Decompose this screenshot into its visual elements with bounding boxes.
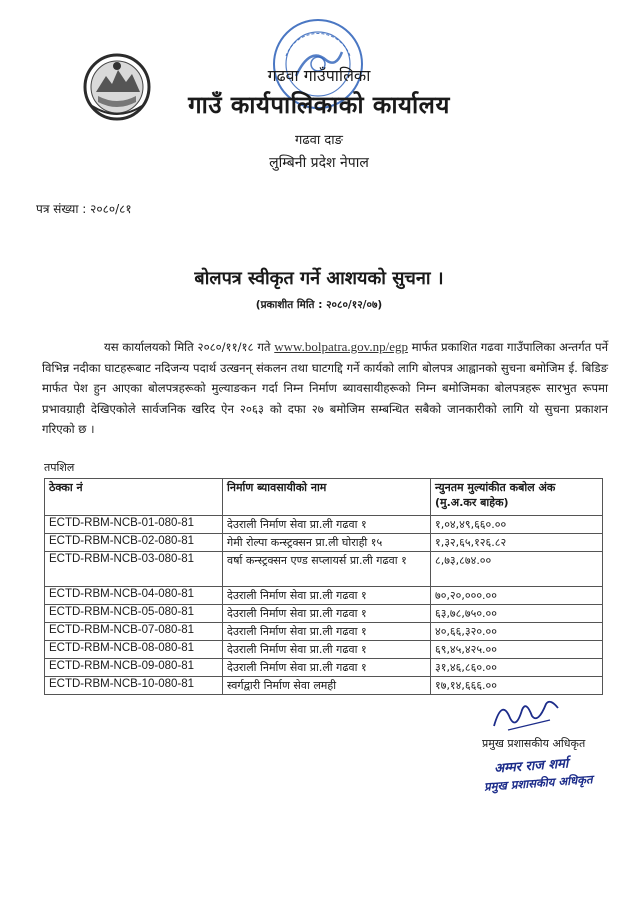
header-amount: न्युनतम मुल्यांकीत कबोल अंक (मु.अ.कर बाहेक) bbox=[431, 479, 603, 516]
bid-amount: ३१,४६,८६०.०० bbox=[431, 659, 603, 677]
table-row bbox=[45, 605, 603, 623]
contractor-name: स्वर्गद्वारी निर्माण सेवा लमही bbox=[223, 677, 431, 695]
office-title: गाउँ कार्यपालिकाको कार्यालय bbox=[188, 91, 450, 119]
contract-code: ECTD-RBM-NCB-01-080-81 bbox=[45, 516, 223, 534]
table-header-row bbox=[45, 479, 603, 516]
contract-code: ECTD-RBM-NCB-07-080-81 bbox=[45, 623, 223, 641]
table-row bbox=[45, 623, 603, 641]
header-contractor-name: निर्माण ब्यावसायीको नाम bbox=[223, 479, 431, 516]
contract-code: ECTD-RBM-NCB-05-080-81 bbox=[45, 605, 223, 623]
table-row bbox=[45, 534, 603, 552]
publication-date-value: २०८०/१२/०७ bbox=[326, 299, 378, 311]
signatory-title: प्रमुख प्रशासकीय अधिकृत bbox=[482, 737, 586, 750]
contractor-name: देउराली निर्माण सेवा प्रा.ली गढवा १ bbox=[223, 623, 431, 641]
publication-date-label: प्रकाशीत मिति bbox=[260, 299, 315, 311]
award-table bbox=[44, 478, 603, 695]
contractor-name: देउराली निर्माण सेवा प्रा.ली गढवा १ bbox=[223, 641, 431, 659]
signatory-post: प्रमुख प्रशासकीय अधिकृत bbox=[483, 772, 593, 794]
notice-body bbox=[42, 337, 608, 440]
contract-code: ECTD-RBM-NCB-03-080-81 bbox=[45, 552, 223, 587]
contractor-name: देउराली निर्माण सेवा प्रा.ली गढवा १ bbox=[223, 516, 431, 534]
body-text-part2: मार्फत प्रकाशित गढवा गाउँपालिका अन्तर्गत पर्ने विभिन्न नदीका घाटहरूबाट नदिजन्य पदार्थ उत्खनन् संकलन तथा घाटगद्दि गर्ने कार्यको लागि बोलपत्र आह्वानको सुचना बमोजिम ई. बिडिङ मार्फत पेश हुन आएका बोलपत्रहरूको मुल्याङकन गर्दा निम्न निर्माण ब्यावसायीहरूको निम्न बमोजिमका बोलपत्रहरू सारभुत रूपमा प्रभावग्राही देखिएकोले सार्वजनिक खरिद ऐन २०६३ को दफा २७ बमोजिम सम्बन्धित सबैको जानकारीको लागि यो सुचना प्रकाशन गरिएको छ । bbox=[42, 340, 609, 436]
reference-value: २०८०/८१ bbox=[90, 202, 132, 216]
bid-amount: ७०,२०,०००.०० bbox=[431, 587, 603, 605]
handwritten-signature bbox=[488, 690, 568, 734]
municipality-name: गढवा गाउँपालिका bbox=[267, 66, 371, 85]
reference-number: पत्र संख्या : २०८०/८१ bbox=[36, 202, 132, 216]
notice-title: बोलपत्र स्वीकृत गर्ने आशयको सुचना । bbox=[194, 268, 444, 289]
bid-amount: १७,१४,६६६.०० bbox=[431, 677, 603, 695]
contractor-name: देउराली निर्माण सेवा प्रा.ली गढवा १ bbox=[223, 659, 431, 677]
contractor-name: गेमी रोल्पा कन्स्ट्रक्सन प्रा.ली घोराही १५ bbox=[223, 534, 431, 552]
body-text-part1: यस कार्यालयको मिति २०८०/११/१८ गते bbox=[104, 340, 271, 354]
signatory-name: अम्मर राज शर्मा bbox=[493, 756, 569, 777]
contractor-name: देउराली निर्माण सेवा प्रा.ली गढवा १ bbox=[223, 605, 431, 623]
contract-code: ECTD-RBM-NCB-09-080-81 bbox=[45, 659, 223, 677]
contract-code: ECTD-RBM-NCB-08-080-81 bbox=[45, 641, 223, 659]
egp-link[interactable]: www.bolpatra.gov.np/egp bbox=[274, 339, 408, 354]
contract-code: ECTD-RBM-NCB-02-080-81 bbox=[45, 534, 223, 552]
bid-amount: १,०४,४९,६६०.०० bbox=[431, 516, 603, 534]
details-label: तपशिल bbox=[44, 461, 75, 474]
bid-amount: ८,७३,८७४.०० bbox=[431, 552, 603, 587]
contract-code: ECTD-RBM-NCB-04-080-81 bbox=[45, 587, 223, 605]
contractor-name: वर्षा कन्स्ट्रक्सन एण्ड सप्लायर्स प्रा.ली गढवा १ bbox=[223, 552, 431, 587]
bid-amount: ६३,७८,७५०.०० bbox=[431, 605, 603, 623]
bid-amount: ४०,६६,३२०.०० bbox=[431, 623, 603, 641]
office-province: लुम्बिनी प्रदेश नेपाल bbox=[269, 155, 369, 171]
header-contract-no: ठेक्का नं bbox=[45, 479, 223, 516]
table-row bbox=[45, 641, 603, 659]
contract-code: ECTD-RBM-NCB-10-080-81 bbox=[45, 677, 223, 695]
office-place: गढवा दाङ bbox=[295, 133, 343, 148]
bid-amount: १,३२,६५,१२६.८२ bbox=[431, 534, 603, 552]
table-row bbox=[45, 659, 603, 677]
reference-label: पत्र संख्या bbox=[36, 202, 79, 216]
contractor-name: देउराली निर्माण सेवा प्रा.ली गढवा १ bbox=[223, 587, 431, 605]
table-row bbox=[45, 552, 603, 587]
table-row bbox=[45, 516, 603, 534]
bid-amount: ६९,४५,४२५.०० bbox=[431, 641, 603, 659]
publication-date: (प्रकाशीत मिति : २०८०/१२/०७) bbox=[255, 299, 383, 311]
table-row bbox=[45, 587, 603, 605]
